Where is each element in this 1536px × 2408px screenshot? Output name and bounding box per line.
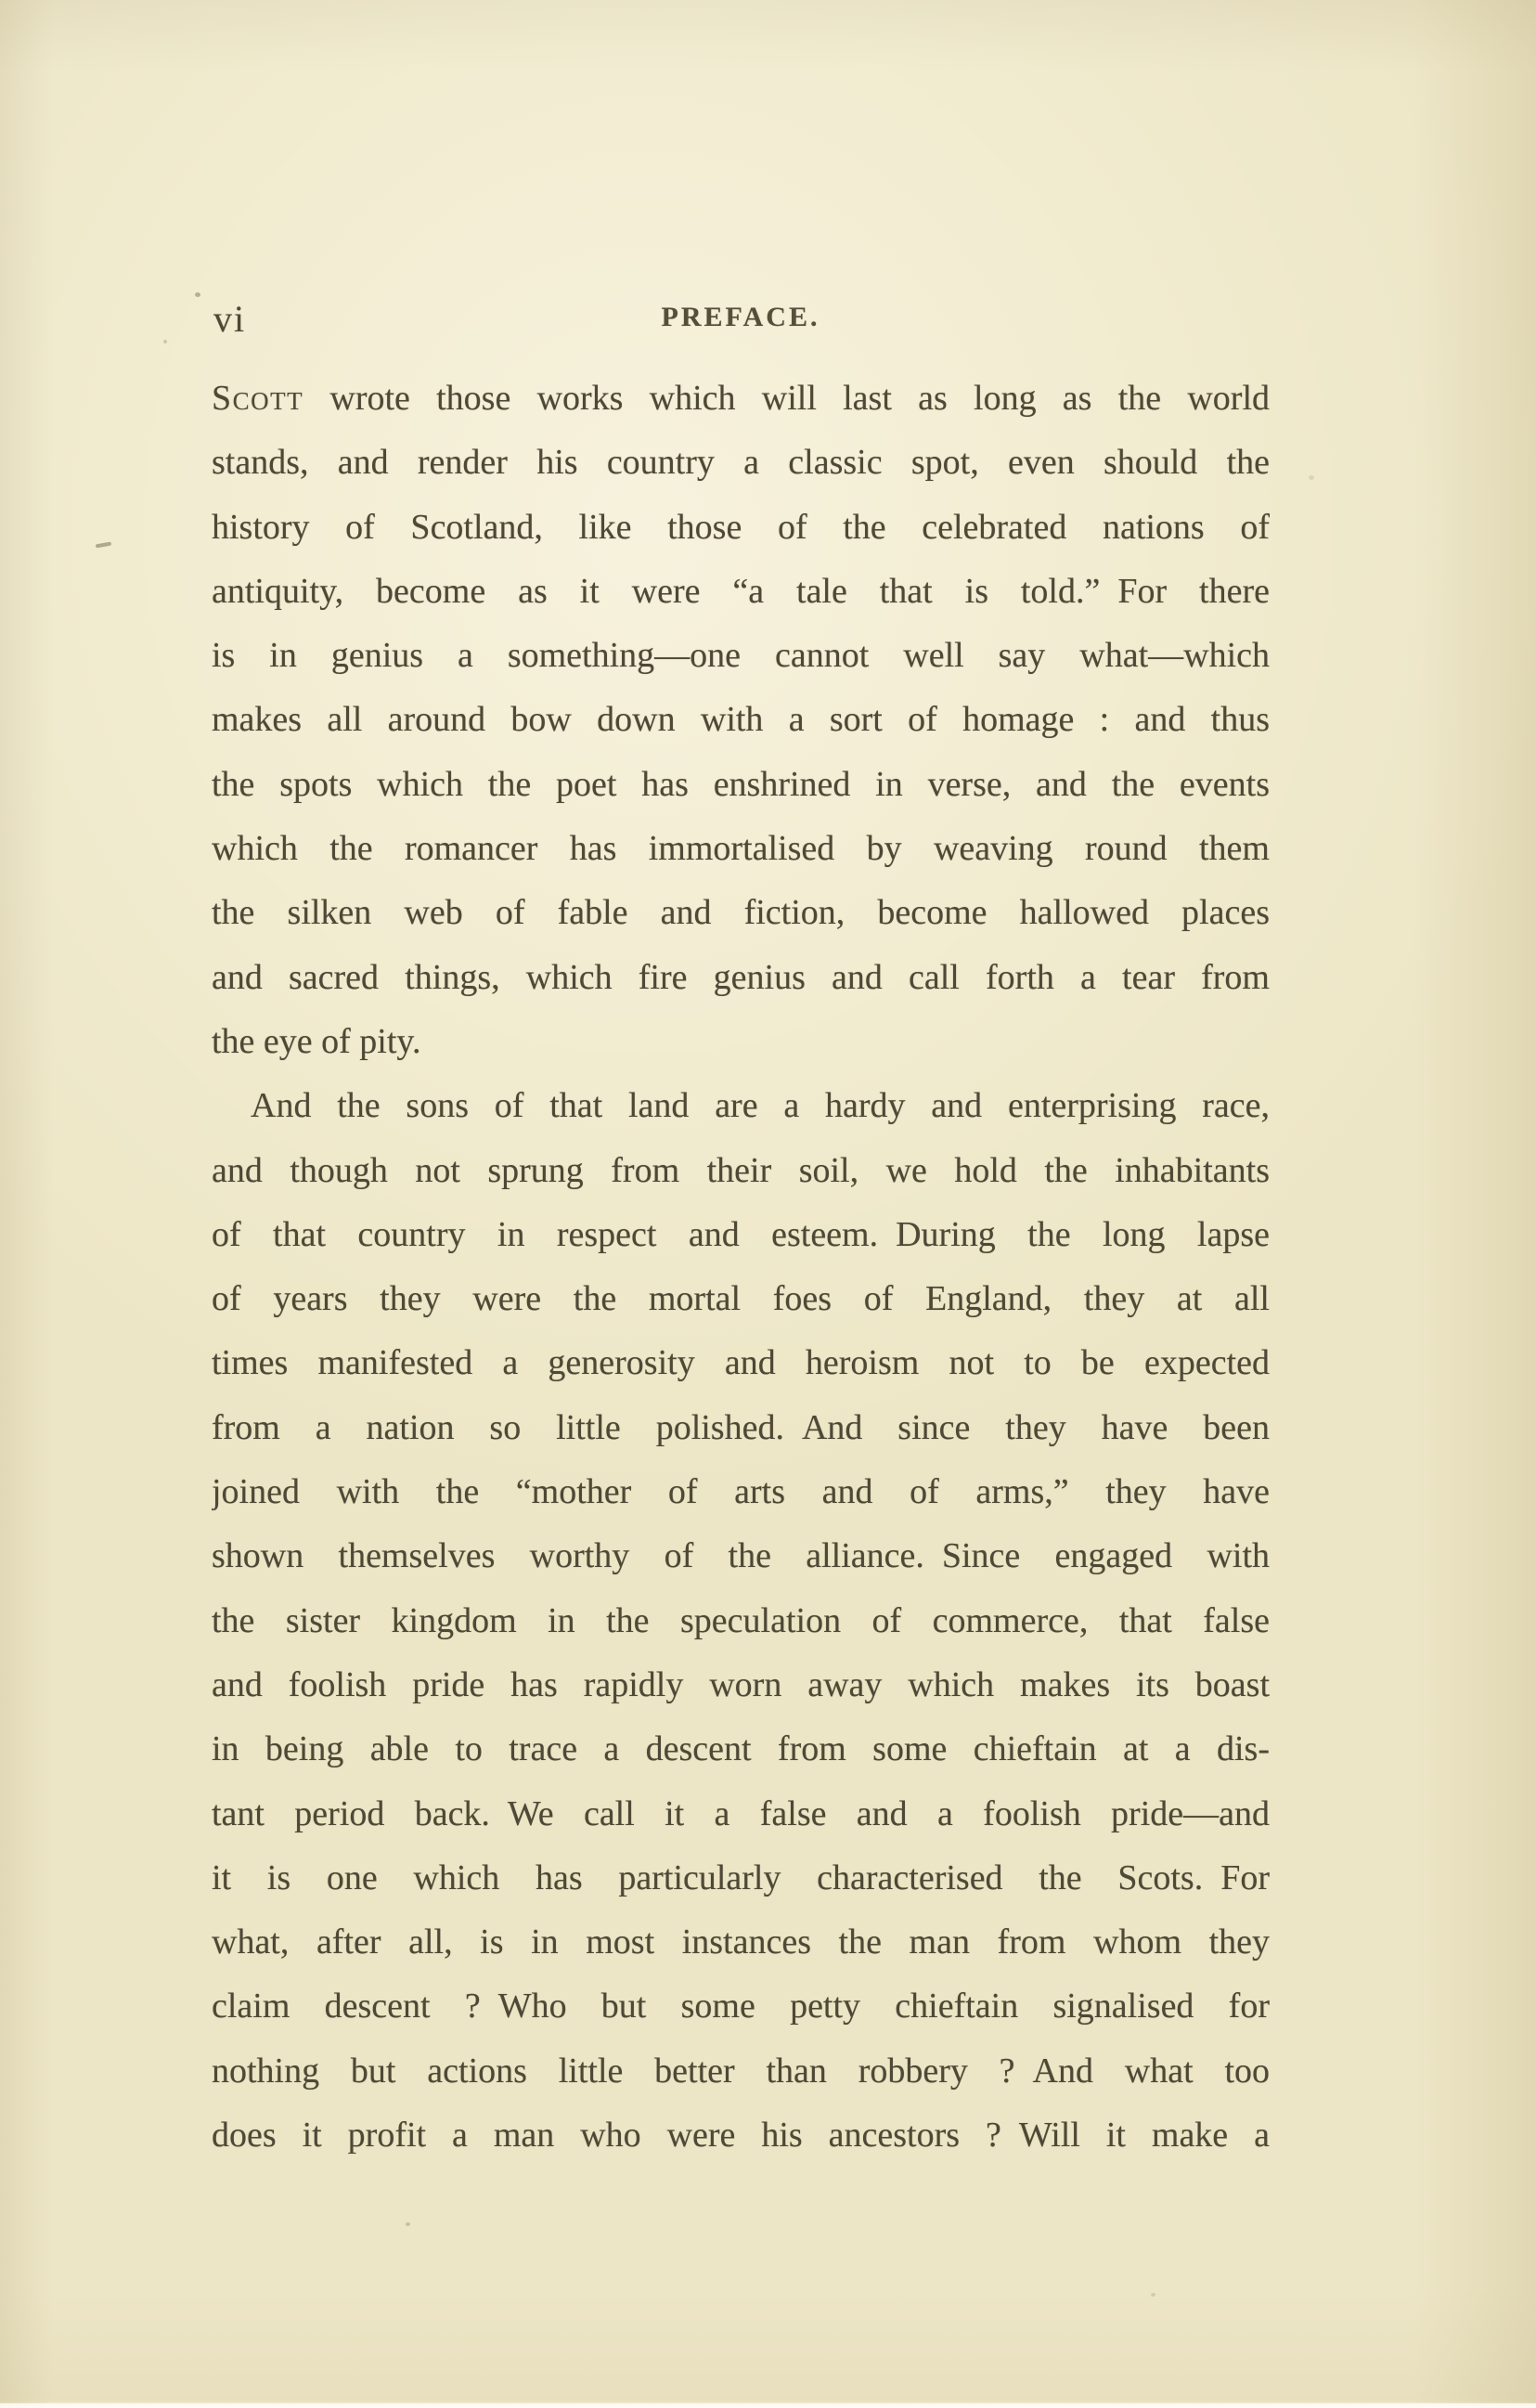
text-line: the eye of pity. bbox=[212, 1021, 421, 1061]
page-number: vi bbox=[213, 298, 247, 340]
running-title: PREFACE. bbox=[661, 302, 820, 332]
paper-speck bbox=[1309, 475, 1314, 480]
text-line: claim descent ? Who but some petty chieftain signalised for bbox=[212, 1987, 1270, 2026]
text-line: what, after all, is in most instances the man from whom they bbox=[212, 1923, 1270, 1962]
text-line: does it profit a man who were his ancestors ? Will it make a bbox=[212, 2116, 1270, 2156]
text-line: the silken web of fable and fiction, become hallowed places bbox=[212, 893, 1270, 933]
paper-speck bbox=[406, 2222, 410, 2226]
text-line: times manifested a generosity and heroism not to be expected bbox=[212, 1343, 1270, 1383]
text-line: is in genius a something—one cannot well say what—which bbox=[212, 636, 1270, 676]
line-text: wrote those works which will last as long as the world bbox=[303, 379, 1270, 418]
text-line: which the romancer has immortalised by weaving round them bbox=[212, 829, 1270, 869]
text-line bbox=[212, 367, 1270, 431]
text-line: of that country in respect and esteem. During the long lapse bbox=[212, 1214, 1270, 1254]
paper-speck bbox=[96, 542, 111, 549]
paper-speck bbox=[163, 340, 167, 343]
page-header bbox=[212, 299, 1270, 345]
text-line: nothing but actions little better than robbery ? And what too bbox=[212, 2051, 1270, 2091]
text-line: And the sons of that land are a hardy and enterprising race, bbox=[251, 1086, 1270, 1126]
text-line: and foolish pride has rapidly worn away which makes its boast bbox=[212, 1664, 1270, 1704]
text-line: the sister kingdom in the speculation of commerce, that false bbox=[212, 1600, 1270, 1640]
paper-speck bbox=[195, 292, 200, 297]
text-line: the spots which the poet has enshrined in verse, and the events bbox=[212, 764, 1270, 804]
text-line: antiquity, become as it were “a tale that is told.” For there bbox=[212, 571, 1270, 611]
text-line: stands, and render his country a classic spot, even should the bbox=[212, 443, 1270, 483]
text-line: of years they were the mortal foes of England, they at all bbox=[212, 1279, 1270, 1319]
text-line: shown themselves worthy of the alliance. Since engaged with bbox=[212, 1536, 1270, 1576]
paper-speck bbox=[1151, 2293, 1155, 2297]
text-line: from a nation so little polished. And since they have been bbox=[212, 1407, 1270, 1447]
text-line: joined with the “mother of arts and of arms,” they have bbox=[212, 1472, 1270, 1512]
page-body bbox=[212, 367, 1270, 2168]
lead-word-smallcaps: Scott bbox=[212, 379, 304, 418]
text-line: tant period back. We call it a false and a foolish pride—and bbox=[212, 1793, 1270, 1833]
text-line: and sacred things, which fire genius and call forth a tear from bbox=[212, 957, 1270, 997]
text-line: and though not sprung from their soil, we hold the inhabitants bbox=[212, 1150, 1270, 1190]
text-line: history of Scotland, like those of the celebrated nations of bbox=[212, 507, 1270, 547]
page-bottom-edge bbox=[0, 2403, 1536, 2408]
text-line: in being able to trace a descent from some chieftain at a dis- bbox=[212, 1729, 1270, 1769]
text-line: makes all around bow down with a sort of homage : and thus bbox=[212, 700, 1270, 740]
text-line: it is one which has particularly characterised the Scots. For bbox=[212, 1858, 1270, 1897]
